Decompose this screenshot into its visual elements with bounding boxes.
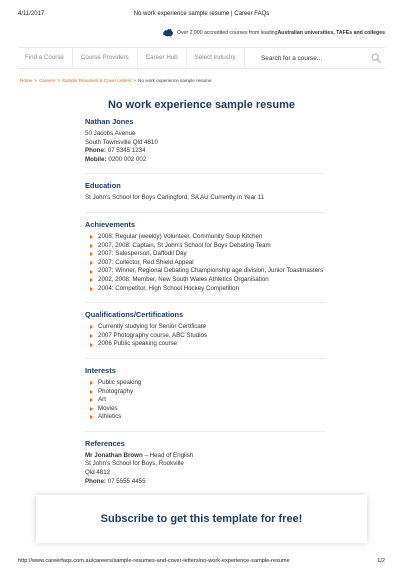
reference-phone: 07 5555 4455 [107,477,146,485]
page-title: No work experience sample resume [107,99,296,111]
print-date: 4/11/2017 [18,11,45,17]
print-header [18,11,385,21]
list-item: 2004: Competitor, High School Hockey Competition [85,285,325,294]
interests-section [85,358,325,422]
qualifications-section [85,302,325,349]
breadcrumb-current: No work experience sample resume [138,78,212,83]
reference-phone-label: Phone: [85,477,106,485]
list-item: Currently studying for Senior Certificate [85,323,325,332]
list-item: Art [85,396,325,405]
nav-find-a-course[interactable]: Find a Course [18,47,73,69]
address-line-2: South Townsville Qld 4810 [85,138,158,146]
nav-select-industry[interactable]: Select Industry [187,47,245,69]
list-item: Public speaking [85,379,325,388]
list-item: 2007, 2008: Captain, St John's School for Boys Debating Team [85,242,325,251]
list-item: 2002, 2008: Member, New South Wales Athletics Organisation [85,276,325,285]
search-input[interactable] [261,55,371,62]
list-item: 2007 Photography course, ABC Studios [85,332,325,341]
breadcrumb-sample-resumes[interactable]: Sample Resumes & Cover Letters [61,78,132,83]
breadcrumb [20,78,211,83]
mobile-line [85,156,325,165]
reference-phone-line [85,478,325,487]
reference-role: – Head of English [142,451,194,459]
achievements-list [85,233,325,293]
course-search [255,47,385,69]
qualifications-heading: Qualifications/Certifications [85,310,184,320]
accreditation-banner [162,26,385,40]
education-section [85,173,325,203]
subscribe-banner[interactable] [36,495,367,543]
reference-name: Mr Jonathan Brown [85,451,143,459]
references-heading: References [85,438,125,448]
print-doc-title: No work experience sample resume | Career FAQs [133,11,270,17]
reference-org: St John's School for Boys, Rookville [85,460,184,468]
interests-heading: Interests [85,365,116,375]
address-line-1: 50 Jacobs Avenue [85,130,136,137]
search-icon[interactable] [371,53,381,63]
banner-text-bold: Australian universities, TAFEs and colleges [277,30,385,36]
list-item: Photography [85,388,325,397]
breadcrumb-careers[interactable]: Careers [38,78,56,83]
banner-text: Over 2,000 accredited courses from leading [176,30,278,36]
phone-label: Phone: [85,147,106,155]
list-item: 2006 Public speaking course [85,340,325,349]
phone-value: 07 5345 1234 [107,147,146,155]
nav-course-providers[interactable]: Course Providers [73,47,138,69]
breadcrumb-separator: > [133,78,137,83]
phone-line [85,147,325,156]
australia-map-icon [162,28,174,38]
list-item: 2008: Regular (weekly) Volunteer, Community Soup Kitchen [85,233,325,242]
list-item: 2007: Collector, Red Shield Appeal [85,259,325,268]
education-text: St John's School for Boys Carlingford, SA AU Currently in Year 11 [85,194,265,202]
qualifications-list [85,323,325,349]
resume-contact-section [85,117,325,164]
subscribe-text[interactable]: Subscribe to get this template for free! [100,513,303,525]
print-url: http://www.careerfaqs.com.au/careers/sample-resumes-and-cover-letters/no-work-experience-sample-resume [18,558,290,564]
references-section [85,431,325,486]
achievements-section [85,212,325,293]
list-item: 2007: Winner, Regional Debating Championship age division, Junior Toastmasters [85,267,325,276]
interests-list [85,379,325,422]
mobile-label: Mobile: [85,155,107,163]
reference-location: Qld 4812 [85,469,111,477]
print-page-number: 1/2 [377,558,385,564]
list-item: Athletics [85,413,325,422]
mobile-value: 0200 002 002 [108,155,147,163]
list-item: 2007: Salesperson, Daffodil Day [85,250,325,259]
main-navigation [18,47,385,69]
resume-content [85,117,325,486]
list-item: Movies [85,405,325,414]
breadcrumb-home[interactable]: Home [20,78,33,83]
resume-name: Nathan Jones [85,117,134,126]
achievements-heading: Achievements [85,219,136,229]
nav-career-hub[interactable]: Career Hub [138,47,187,69]
education-heading: Education [85,181,121,191]
reference-name-line [85,452,325,461]
breadcrumb-separator: > [34,78,37,83]
breadcrumb-separator: > [57,78,60,83]
